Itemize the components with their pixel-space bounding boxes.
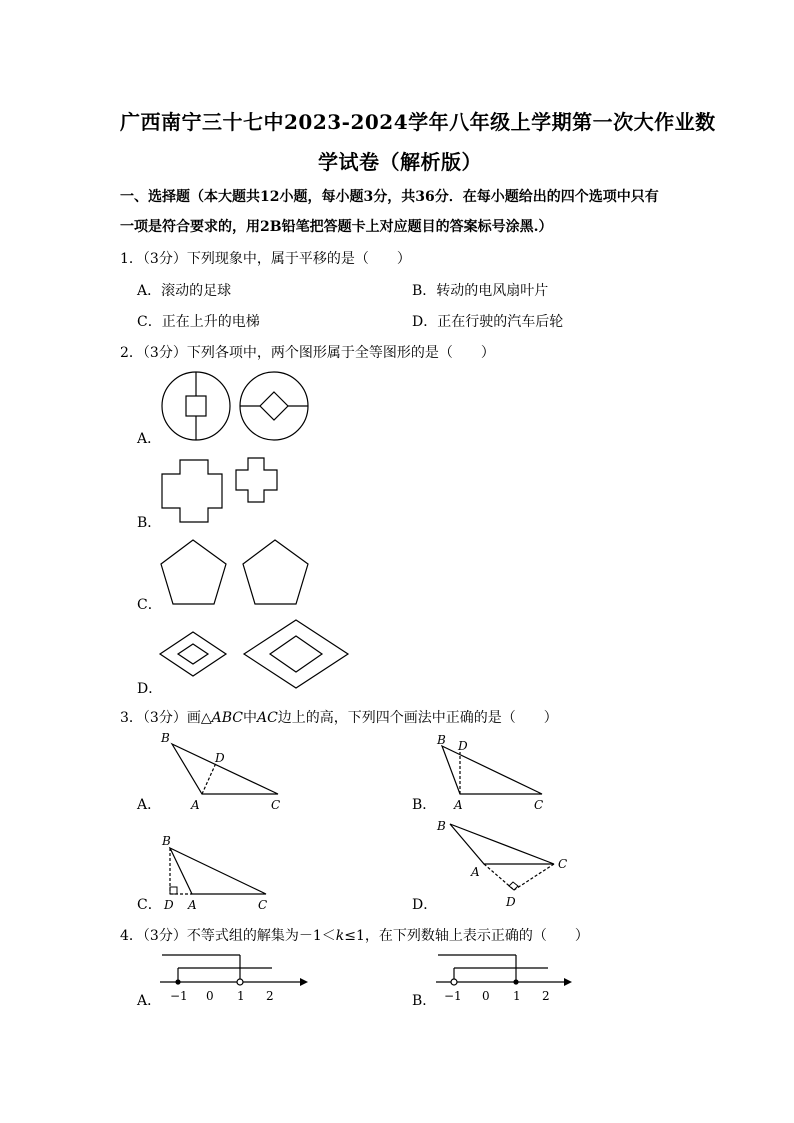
q3-option-c-figure — [158, 832, 288, 917]
q2-option-d-label: D． — [137, 681, 163, 697]
q3-option-a-label: A． — [137, 797, 162, 813]
q4-option-a-label: A． — [137, 993, 162, 1009]
q3-option-c-label: C． — [137, 897, 162, 913]
q3d-point-a: A — [471, 865, 480, 879]
q2-option-a-figure — [158, 370, 318, 442]
q3d-point-d: D — [506, 895, 516, 909]
q1-option-a: A．滚动的足球 — [137, 283, 232, 299]
q4b-tick-1: 1 — [513, 989, 521, 1003]
q3-option-d-label: D． — [412, 897, 438, 913]
q3d-point-c: C — [558, 857, 568, 871]
q4b-tick-0: 0 — [482, 989, 490, 1003]
paper-title-line2: 学试卷（解析版） — [318, 150, 482, 174]
q3d-point-b: B — [437, 819, 446, 833]
q4-option-b-numberline — [436, 950, 586, 1010]
paper-title-line1: 广西南宁三十七中2023-2024学年八年级上学期第一次大作业数 — [120, 110, 716, 134]
q2-option-a-label: A． — [137, 431, 162, 447]
q1-option-b: B．转动的电风扇叶片 — [412, 283, 549, 299]
q2-option-b-figure — [160, 458, 290, 528]
q3b-point-d: D — [458, 739, 468, 753]
q4a-tick-0: 0 — [206, 989, 214, 1003]
q3c-point-d: D — [164, 898, 174, 912]
q3b-point-b: B — [437, 733, 446, 747]
q4a-tick-1: 1 — [237, 989, 245, 1003]
q3c-point-c: C — [258, 898, 268, 912]
q4b-tick-neg1: −1 — [444, 989, 462, 1003]
q3a-point-d: D — [215, 751, 225, 765]
q3c-point-b: B — [162, 834, 171, 848]
q3b-point-a: A — [454, 798, 463, 812]
q3c-point-a: A — [188, 898, 197, 912]
section1-heading-line2: 一项是符合要求的，用2B铅笔把答题卡上对应题目的答案标号涂黑.） — [120, 219, 553, 235]
q2-option-b-label: B． — [137, 515, 162, 531]
q3-stem: 3．（3分）画△ABC中AC边上的高，下列四个画法中正确的是（ ） — [120, 710, 558, 726]
q2-option-c-figure — [160, 538, 320, 608]
q4-stem: 4．（3分）不等式组的解集为－1＜k≤1，在下列数轴上表示正确的（ ） — [120, 928, 589, 944]
q2-stem: 2．（3分）下列各项中，两个图形属于全等图形的是（ ） — [120, 345, 495, 361]
q3-option-b-figure — [434, 730, 564, 810]
q1-option-c: C．正在上升的电梯 — [137, 314, 260, 330]
section1-heading-line1: 一、选择题（本大题共12小题，每小题3分，共36分．在每小题给出的四个选项中只有 — [120, 189, 659, 205]
q4-option-b-label: B． — [412, 993, 437, 1009]
q3a-point-c: C — [271, 798, 281, 812]
q2-option-d-figure — [160, 618, 360, 688]
q4a-tick-2: 2 — [266, 989, 274, 1003]
q2-option-c-label: C． — [137, 597, 162, 613]
q3a-point-a: A — [191, 798, 200, 812]
q4-option-a-numberline — [160, 950, 310, 1010]
q4b-tick-2: 2 — [542, 989, 550, 1003]
q3b-point-c: C — [534, 798, 544, 812]
q3-option-a-figure — [158, 730, 293, 810]
q3-option-d-figure — [434, 816, 584, 916]
q4a-tick-neg1: −1 — [170, 989, 188, 1003]
q3a-point-b: B — [161, 731, 170, 745]
q3-option-b-label: B． — [412, 797, 437, 813]
q1-option-d: D．正在行驶的汽车后轮 — [412, 314, 564, 330]
q1-stem: 1．（3分）下列现象中，属于平移的是（ ） — [120, 251, 411, 267]
